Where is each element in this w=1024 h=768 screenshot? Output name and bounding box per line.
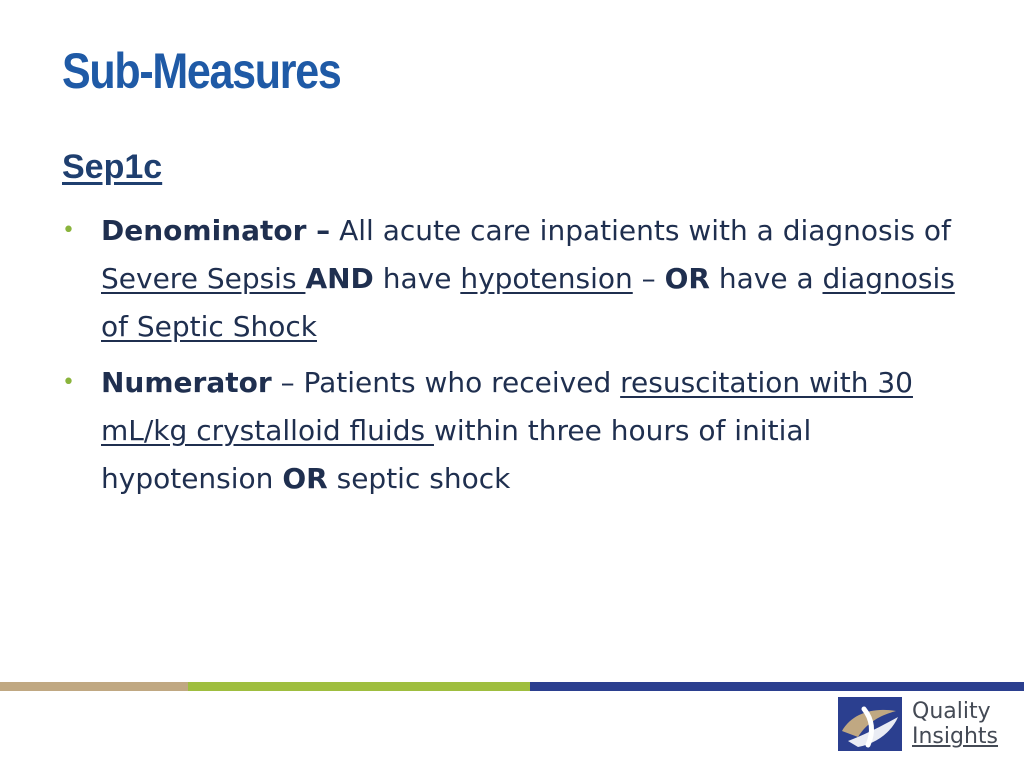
- numerator-text: – Patients who received: [271, 366, 621, 399]
- denominator-label: Denominator –: [101, 214, 331, 247]
- quality-insights-logo: [838, 697, 998, 751]
- resuscitation-link[interactable]: resuscitation with 30 mL/kg crystalloid fluids: [101, 366, 913, 447]
- bullet-denominator: [62, 207, 962, 351]
- rule-segment-tan: [0, 682, 188, 691]
- or-keyword: OR: [664, 262, 710, 295]
- rule-segment-navy: [530, 682, 1024, 691]
- logo-wordmark: [912, 699, 998, 749]
- footer-color-rule: [0, 682, 1024, 691]
- logo-line-insights: Insights: [912, 724, 999, 749]
- numerator-label: Numerator: [101, 366, 272, 399]
- subheading-sep1c: Sep1c: [62, 148, 163, 186]
- logo-line-quality: Quality: [912, 699, 991, 724]
- bullet-list: [62, 207, 962, 511]
- or-keyword-2: OR: [282, 462, 328, 495]
- bullet-dot-icon: •: [62, 370, 75, 395]
- hypotension-link[interactable]: hypotension: [460, 262, 633, 295]
- bullet-dot-icon: •: [62, 218, 75, 243]
- have-a-text: have a: [709, 262, 823, 295]
- dash-text: –: [632, 262, 665, 295]
- slide-title: Sub-Measures: [62, 43, 341, 99]
- septic-shock-link[interactable]: diagnosis of Septic Shock: [101, 262, 955, 343]
- rule-segment-green: [188, 682, 530, 691]
- within-text: within three hours of initial hypotension: [101, 414, 812, 495]
- quality-insights-logo-icon: [838, 697, 902, 751]
- denominator-text: All acute care inpatients with a diagnosis of: [330, 214, 951, 247]
- and-keyword: AND: [305, 262, 374, 295]
- septic-shock-text: septic shock: [327, 462, 511, 495]
- bullet-numerator: [62, 359, 962, 503]
- severe-sepsis-link[interactable]: Severe Sepsis: [101, 262, 306, 295]
- have-text: have: [373, 262, 461, 295]
